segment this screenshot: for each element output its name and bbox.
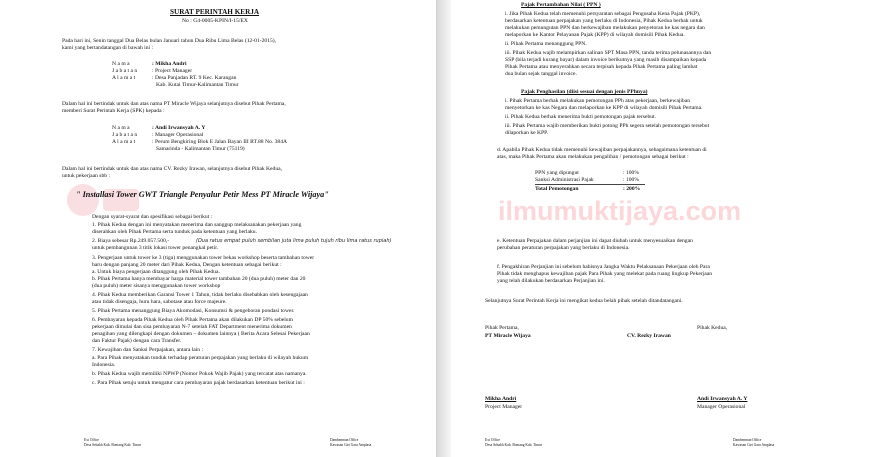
penalty-sum-line [535,184,645,185]
item-d-2: atas, maka Pihak Pertama akan melakukan pengalihan / pemotongan sebagai berikut : [497,154,689,160]
footer-right-2: Kawasan Giri Gara Amplasa [733,443,775,447]
closing-statement: Selanjutnya Surat Perintah Kerja ini mengikat kedua belah pihak setelah ditandatangani. [485,298,683,304]
term-line: 6. Pembayaran kepada Pihak Kedua oleh Pihak Pertama akan dilakukan DP 50% sebelum [92,317,293,323]
party2-address-2: Samarinda - Kalimantan Timur (75119) [156,146,245,152]
party2-name: : Andi Irwansyah A. Y [152,125,206,131]
handwritten-amount: (Dua ratus empat puluh sembilan juta lima puluh tujuh ribu lima ratus rupiah) [196,238,392,244]
term-line: 3. Pengerjaan untuk tower ke 3 (tiga) menggunakan tower bekas workshop beserta tambahan tower [92,255,315,261]
ppn-line: melaporkan ke Kantor Pelayanan Pajak (KPP) di wilayah domisili Pihak Kedua. [505,32,685,38]
page-gutter [437,0,451,457]
pph-line: iii. Pihak Pertama wajib memberikan bukti potong PPh segera setelah pemotongan tersebut [505,123,710,129]
footer-right-1: Dambenman Office [330,438,359,442]
party2-act-2: untuk pekerjaan sbb : [62,173,111,179]
party1-address: : Desa Panjadan RT. 9 Kec. Karangan [152,75,237,81]
item-d-1: d. Apabila Pihak Kedua tidak memenuhi kewajiban perpajakannya, sebagaimana ketentuan di [497,147,707,153]
party2-label-title: J a b a t a n [112,132,138,138]
pph-line: menyetorkan ke kas Negara dan melaporkan ke KPP di wilayah domisili Pihak Pertama. [505,105,703,111]
term-line: 1. Pihak Kedua dengan ini menyatakan menerima dan sanggup melaksanakan pekerjaan yang [92,222,302,228]
ppn-line: melakukan pemungutan PPN dan berkewajiban melakukan penyetoran ke kas negara dan [505,25,705,31]
penalty-value: : 100% [623,170,640,176]
term-line: b. Pihak Kedua wajib memiliki NPWP (Nomor Pokok Wajib Pajak) yang tercatat atas namanya. [92,371,307,377]
term-line: dan Faktur Pajak) dengan cara Transfer. [92,338,182,344]
footer-left-2: Desa Sebakh Kab. Bontang Kab. Timur [485,443,542,447]
penalty-value: : 100% [623,177,640,183]
penalty-label-total: Total Pemotongan [535,186,579,192]
footer-left-1: Ext Office [84,438,100,442]
term-line: pekerjaan dimulai dan sisa pembayaran N-7 setelah FAT Department menerima dokumen [92,324,292,330]
ppn-line: ii. Pihak Pertama menanggung PPN. [505,41,587,47]
page-right [437,0,869,457]
ppn-line: berdasarkan ketentuan perpajakan yang berlaku di Indonesia, Pihak Kedua berhak untuk [505,18,703,24]
sign-second-name: Andi Irwansyah A. Y [697,396,748,402]
term-line: atau tidak disengaja, huru hara, sabotase atau force majeure. [92,299,227,305]
term-line: penagihan yang dilengkapi dengan dokumen – dokumen lainnya ( Berita Acara Selesai Pekerjaan [92,331,310,337]
party1-act-1: Dalam hal ini bertindak untuk dan atas nama PT Miracle Wijaya selanjutnya disebut Pihak Pertama, [62,101,286,107]
ppn-line: i. Jika Pihak Kedua telah memenuhi persyaratan sebagai Pengusaha Kena Pajak (PKP), [505,11,701,17]
footer-right-1: Dambenman Office [733,438,762,442]
term-line: baru dengan panjang 20 meter dari Pihak Kedua, Dengan ketentuan sebagai berikut : [92,262,282,268]
term-line: 7. Kewajiban dan Sanksi Perpajakan, antara lain : [92,347,204,353]
party1-label-name: N a m a [112,61,130,67]
party1-name: : Mikha Andri [152,61,187,67]
penalty-label: Sanksi Administrasi Pajak [535,177,594,183]
ppn-line: dua bulan sejak tanggal invoice. [505,71,577,77]
item-e-2: perubahan peraturan perpajakan yang berlaku di Indonesia. [497,245,630,251]
penalty-label: PPN yang dipungut [535,170,579,176]
pph-line: ii. Pihak Kedua berhak menerima bukti pemotongan pajak tersebut. [505,114,656,120]
footer-left-2: Desa Sebakh Kab. Bontang Kab. Timur [84,443,141,447]
footer-right-2: Kawasan Giri Gara Amplasa [330,443,372,447]
party1-title: : Project Manager [152,68,193,74]
term-line: 5. Pihak Pertama menanggung Biaya Akomodasi, Konsumsi & pengeboran pondasi tower. [92,308,295,314]
term-line: a. Para Pihak menyatakan tunduk terhadap peraturan perpajakan yang berlaku di wilayah hukum [92,355,309,361]
item-e-1: e. Ketentuan Perpajakan dalam perjanjian ini dapat diubah untuk menyesuaikan dengan [497,238,693,244]
sign-first-name: Mikha Andri [485,396,517,402]
ppn-line: Pihak Pertama atau menyerahkan secara terpisah kepada Pihak Pertama paling lambat [505,64,698,70]
sign-second-company: CV. Rezky Irawan [627,333,671,339]
footer-left-1: Ext Office [485,438,501,442]
sign-first-title: Project Manager [485,404,523,410]
tax-heading-pph: Pajak Penghasilan (diisi sesuai dengan jenis PPhnya) [521,89,648,95]
letter-number: No : G4-0005-KPIN/I-15/EX [182,18,248,24]
tax-heading-ppn: Pajak Pertambahan Nilai ( PPN ) [521,2,601,8]
party2-address: : Perum Bengkiring Blok E Jalan Bayan III RT.88 No. 384A [152,139,288,145]
term-line: Indonesia. [92,362,116,368]
sign-first-company: PT Miracle Wijaya [485,333,531,339]
intro-line-2: kami yang bertandatangan di bawah ini : [62,45,154,51]
item-f-3: yang telah dilakukan berdasarkan Perjanjian ini. [497,278,605,284]
ppn-line: iii. Pihak Kedua wajib melampirkan salinan SPT Masa PPN, tanda terima pelunasannya dan [505,50,712,56]
term-line: b. Pihak Pertama hanya membayar harga material tower tambahan 20 (dua puluh) meter dan 20 [92,276,306,282]
party1-address-2: Kab. Kutai Timur-Kalimantan Timur [156,82,239,88]
item-f-2: Pihak tidak menghapus kewajiban pajak Para Pihak yang melekat pada ruang lingkup Pekerjaan [497,271,712,277]
term-line: a. Untuk biaya pengerjaan ditanggung oleh Pihak Kedua. [92,269,220,275]
term-line: 4. Pihak Kedua memberikan Garansi Tower 1 Tahun, tidak berlaku disebabkan oleh kesengajaan [92,292,308,298]
term-line: (dua puluh) meter sisanya menggunakan tower workshop [92,283,221,289]
term-line: diserahkan oleh Pihak Pertama serta tunduk pada ketentuan yang berlaku. [92,229,257,235]
party1-label-address: A l a m a t [112,75,136,81]
party2-title: : Manager Operasional [152,132,204,138]
term-line: untuk pembangunan 3 titik lokasi tower penangkal petir. [92,245,219,251]
party2-label-name: N a m a [112,125,130,131]
party1-label-title: J a b a t a n [112,68,138,74]
sign-first-label: Pihak Pertama, [485,325,519,331]
penalty-value-total: : 200% [623,186,641,192]
sign-second-title: Manager Operasional [697,404,746,410]
letter-title: SURAT PERINTAH KERJA [170,8,260,16]
party2-act-1: Dalam hal ini bertindak untuk dan atas nama CV. Rezky Irawan, selanjutnya disebut Pihak Kedua, [62,166,283,172]
item-f-1: f. Pengakhiran Perjanjian ini sebelum habisnya Jangka Waktu Pelaksanaan Pekerjaan oleh Para [497,264,710,270]
ppn-line: SSP (bila terjadi kurang bayar) dalam invoice berikutnya yang masih disampaikan kepada [505,57,707,63]
term-line: c. Para Pihak setuju untuk mengatur cara pembayaran pajak berdasarkan ketentuan berikut ini : [92,380,305,386]
pph-line: dilaporkan ke KPP. [505,130,549,136]
project-title: " Installasi Tower GWT Triangle Penyalur Petir Mess PT Miracle Wijaya" [76,190,329,199]
terms-intro: Dengan syarat-syarat dan spesifikasi sebagai berikut : [92,214,213,220]
party1-act-2: memberi Surat Perintah Kerja (SPK) kepada : [62,108,165,114]
intro-line-1: Pada hari ini, Senin tanggal Dua Belas bulan Januari tahun Dua Ribu Lima Belas (12-01-2015), [62,38,277,44]
sign-second-label: Pihak Kedua, [697,325,728,331]
watermark-text: ilmumuktijaya.com [498,196,742,226]
pph-line: i. Pihak Pertama berhak melakukan pemotongan PPh atas pekerjaan, berkewajiban [505,98,691,104]
party2-label-address: A l a m a t [112,139,136,145]
term-line: 2. Biaya sebesar Rp.249.057.500,- [92,238,170,244]
